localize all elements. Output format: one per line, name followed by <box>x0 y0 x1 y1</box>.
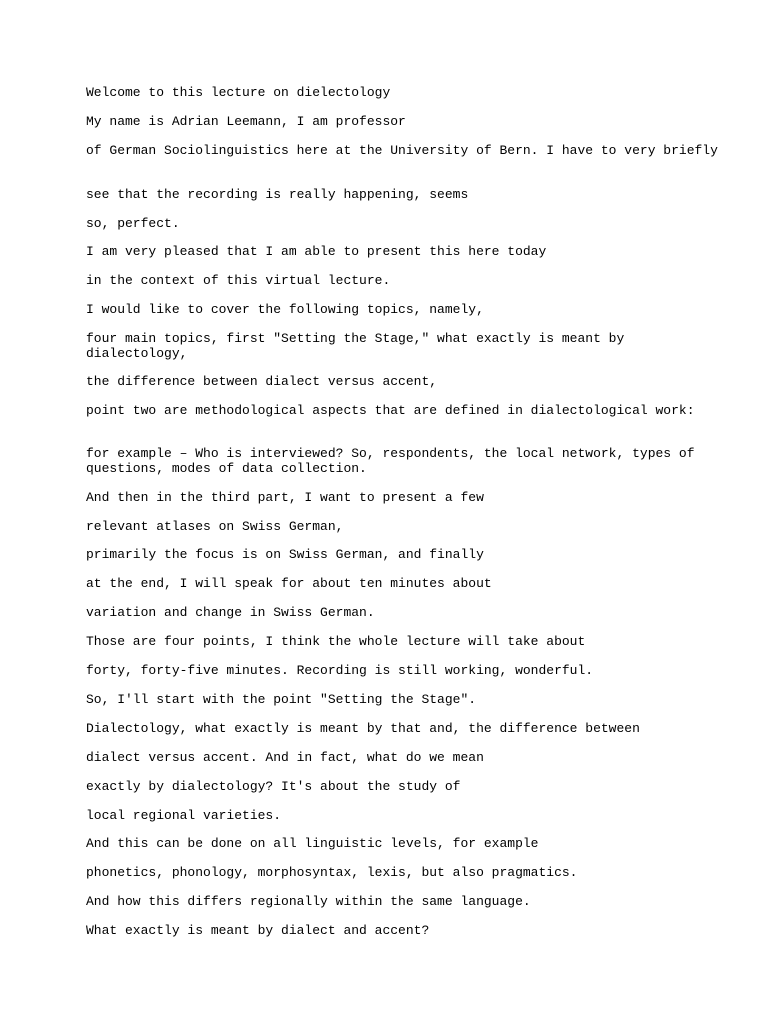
paragraph: And how this differs regionally within the same language. <box>86 894 531 909</box>
paragraph: in the context of this virtual lecture. <box>86 273 391 288</box>
paragraph: so, perfect. <box>86 216 180 231</box>
paragraph: What exactly is meant by dialect and accent? <box>86 923 430 938</box>
paragraph: exactly by dialectology? It's about the study of <box>86 779 461 794</box>
paragraph: I would like to cover the following topics, namely, <box>86 302 484 317</box>
paragraph: of German Sociolinguistics here at the University of Bern. I have to very briefly <box>86 143 718 158</box>
paragraph: And then in the third part, I want to present a few <box>86 490 484 505</box>
paragraph: My name is Adrian Leemann, I am professor <box>86 114 406 129</box>
paragraph: Dialectology, what exactly is meant by that and, the difference between <box>86 721 640 736</box>
paragraph: for example – Who is interviewed? So, respondents, the local network, types of questions, modes of data collection. <box>86 446 695 476</box>
paragraph: point two are methodological aspects that are defined in dialectological work: <box>86 403 695 418</box>
paragraph: Welcome to this lecture on dielectology <box>86 85 391 100</box>
paragraph: variation and change in Swiss German. <box>86 605 375 620</box>
paragraph: phonetics, phonology, morphosyntax, lexis, but also pragmatics. <box>86 865 578 880</box>
paragraph: the difference between dialect versus accent, <box>86 374 438 389</box>
paragraph: local regional varieties. <box>86 808 282 823</box>
paragraph: I am very pleased that I am able to present this here today <box>86 244 547 259</box>
paragraph: see that the recording is really happening, seems <box>86 187 469 202</box>
paragraph: relevant atlases on Swiss German, <box>86 519 344 534</box>
paragraph: forty, forty-five minutes. Recording is still working, wonderful. <box>86 663 594 678</box>
paragraph: at the end, I will speak for about ten minutes about <box>86 576 492 591</box>
paragraph: Those are four points, I think the whole lecture will take about <box>86 634 586 649</box>
paragraph: primarily the focus is on Swiss German, and finally <box>86 547 484 562</box>
paragraph: And this can be done on all linguistic levels, for example <box>86 836 539 851</box>
paragraph: dialect versus accent. And in fact, what do we mean <box>86 750 484 765</box>
paragraph: So, I'll start with the point "Setting the Stage". <box>86 692 477 707</box>
paragraph: four main topics, first "Setting the Stage," what exactly is meant by dialectology, <box>86 331 625 361</box>
